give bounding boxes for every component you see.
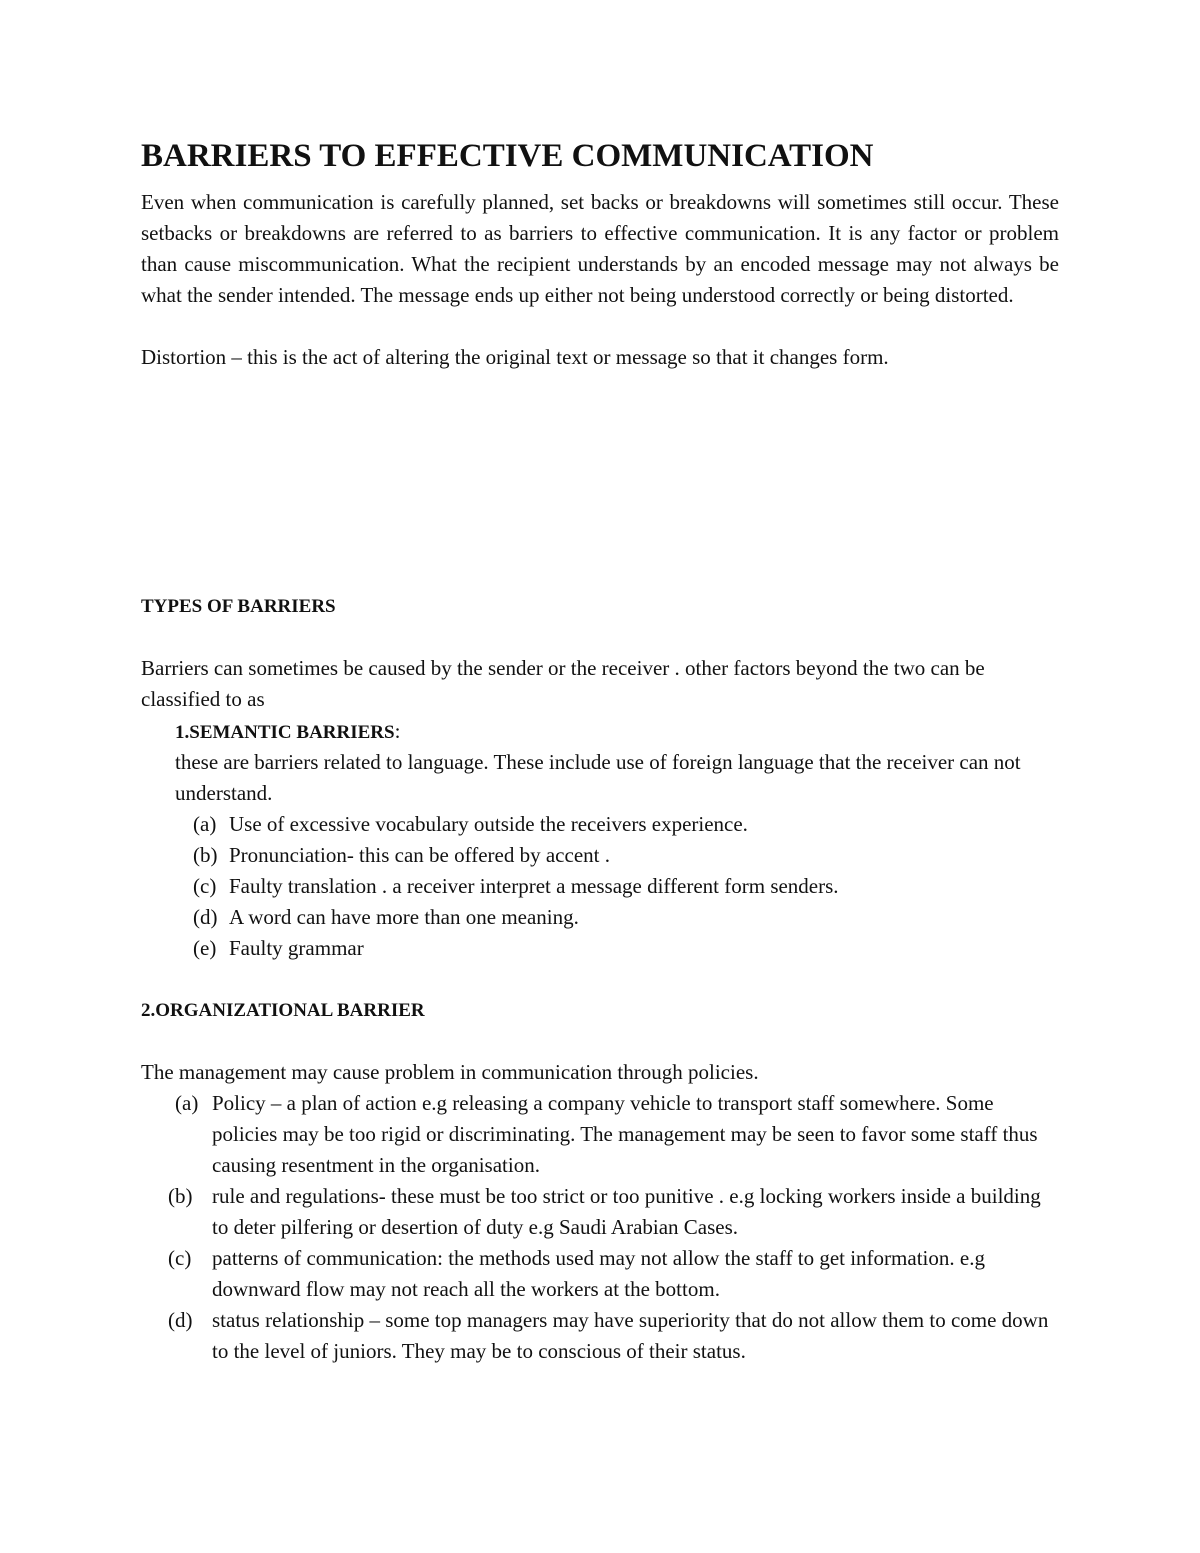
list-marker: (d) (193, 905, 218, 929)
list-item (163, 1243, 1059, 1305)
list-marker: (c) (193, 874, 217, 898)
list-text: status relationship – some top managers may have superiority that do not allow them to come down to the level of juniors. They may be to conscious of their status. (212, 1308, 1049, 1363)
organizational-list (163, 1088, 1059, 1367)
list-item (193, 809, 839, 840)
semantic-heading-colon: : (394, 719, 401, 743)
list-marker: (a) (175, 1091, 199, 1115)
list-marker: (a) (193, 812, 217, 836)
list-text: rule and regulations- these must be too strict or too punitive . e.g locking workers inside a building to deter pilfering or desertion of duty e.g Saudi Arabian Cases. (212, 1184, 1041, 1239)
list-text: Use of excessive vocabulary outside the receivers experience. (229, 812, 748, 836)
list-marker: (e) (193, 936, 217, 960)
types-intro: Barriers can sometimes be caused by the sender or the receiver . other factors beyond the two can be classified to as (141, 656, 985, 711)
list-item (193, 871, 839, 902)
list-marker: (c) (168, 1246, 192, 1270)
semantic-heading-text: 1.SEMANTIC BARRIERS (175, 722, 395, 743)
list-text: Faulty translation . a receiver interpret a message different form senders. (229, 874, 839, 898)
list-text: patterns of communication: the methods used may not allow the staff to get information. e.g downward flow may not reach all the workers at the bottom. (212, 1246, 985, 1301)
distortion-definition: Distortion – this is the act of altering the original text or message so that it changes form. (141, 345, 889, 369)
types-heading: TYPES OF BARRIERS (141, 596, 336, 617)
document-title: BARRIERS TO EFFECTIVE COMMUNICATION (141, 138, 874, 174)
list-marker: (b) (193, 843, 218, 867)
semantic-heading (175, 716, 400, 748)
list-text: A word can have more than one meaning. (229, 905, 579, 929)
list-item (163, 1305, 1059, 1367)
list-text: Faulty grammar (229, 936, 364, 960)
list-text: Policy – a plan of action e.g releasing a company vehicle to transport staff somewhere. Some policies may be too rigid or discriminating. The management may be seen to favor some staff thus causing resentment in the organisation. (212, 1091, 1038, 1177)
list-text: Pronunciation- this can be offered by accent . (229, 843, 610, 867)
organizational-heading: 2.ORGANIZATIONAL BARRIER (141, 1000, 425, 1021)
semantic-list (193, 809, 839, 964)
list-item (163, 1181, 1059, 1243)
list-marker: (d) (168, 1308, 193, 1332)
list-item (163, 1088, 1059, 1181)
list-item (193, 902, 839, 933)
organizational-intro: The management may cause problem in communication through policies. (141, 1060, 759, 1084)
list-item (193, 840, 839, 871)
list-marker: (b) (168, 1184, 193, 1208)
semantic-description: these are barriers related to language. These include use of foreign language that the receiver can not understand. (175, 750, 1021, 805)
list-item (193, 933, 839, 964)
intro-paragraph: Even when communication is carefully planned, set backs or breakdowns will sometimes still occur. These setbacks or breakdowns are referred to as barriers to effective communication. It is any factor or problem than cause miscommunication. What the recipient understands by an encoded message may not always be what the sender intended. The message ends up either not being understood correctly or being distorted. (141, 190, 1059, 307)
